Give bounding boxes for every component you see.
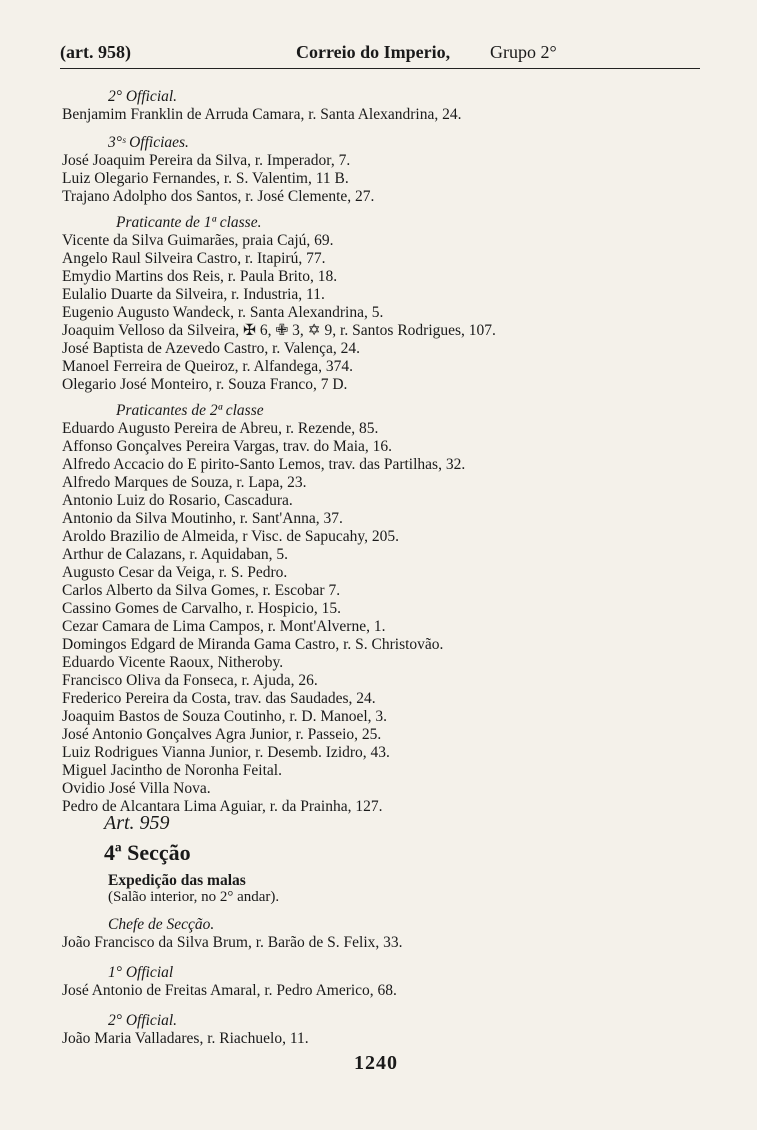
role-heading: Chefe de Secção.	[108, 916, 215, 933]
role-heading: 2° Official.	[108, 88, 178, 105]
header-article: (art. 958)	[60, 42, 131, 62]
directory-entry: Angelo Raul Silveira Castro, r. Itapirú, 77.	[62, 250, 326, 267]
section-article: Art. 959	[104, 812, 170, 834]
role-heading: 1° Official	[108, 964, 174, 981]
directory-entry: Affonso Gonçalves Pereira Vargas, trav. do Maia, 16.	[62, 438, 393, 455]
directory-entry: Augusto Cesar da Veiga, r. S. Pedro.	[62, 564, 288, 581]
directory-entry: Aroldo Brazilio de Almeida, r Visc. de Sapucahy, 205.	[62, 528, 399, 545]
directory-entry: Eugenio Augusto Wandeck, r. Santa Alexandrina, 5.	[62, 304, 384, 321]
directory-entry: Emydio Martins dos Reis, r. Paula Brito, 18.	[62, 268, 338, 285]
directory-entry: Miguel Jacintho de Noronha Feital.	[62, 762, 282, 779]
directory-entry: Manoel Ferreira de Queiroz, r. Alfandega, 374.	[62, 358, 353, 375]
directory-entry: Alfredo Marques de Souza, r. Lapa, 23.	[62, 474, 307, 491]
header-group: Grupo 2°	[490, 42, 557, 62]
directory-entry: Domingos Edgard de Miranda Gama Castro, r. S. Christovão.	[62, 636, 444, 653]
directory-entry: José Joaquim Pereira da Silva, r. Imperador, 7.	[62, 152, 351, 169]
directory-entry: José Antonio de Freitas Amaral, r. Pedro Americo, 68.	[62, 982, 397, 999]
directory-entry: Francisco Oliva da Fonseca, r. Ajuda, 26.	[62, 672, 318, 689]
role-heading: Praticantes de 2ª classe	[116, 402, 264, 419]
directory-entry: Ovidio José Villa Nova.	[62, 780, 211, 797]
section-title: 4ª Secção	[104, 840, 191, 865]
directory-entry: Olegario José Monteiro, r. Souza Franco, 7 D.	[62, 376, 348, 393]
directory-entry: Carlos Alberto da Silva Gomes, r. Escobar 7.	[62, 582, 341, 599]
directory-entry: Luiz Olegario Fernandes, r. S. Valentim, 11 B.	[62, 170, 349, 187]
section-note: (Salão interior, no 2° andar).	[108, 889, 280, 905]
directory-entry: Cezar Camara de Lima Campos, r. Mont'Alverne, 1.	[62, 618, 386, 635]
header-title: Correio do Imperio,	[296, 42, 451, 62]
directory-entry: Antonio da Silva Moutinho, r. Sant'Anna, 37.	[62, 510, 343, 527]
directory-entry: Vicente da Silva Guimarães, praia Cajú, 69.	[62, 232, 334, 249]
directory-entry: Eduardo Augusto Pereira de Abreu, r. Rezende, 85.	[62, 420, 379, 437]
directory-entry: Trajano Adolpho dos Santos, r. José Clemente, 27.	[62, 188, 375, 205]
directory-entry: José Baptista de Azevedo Castro, r. Valença, 24.	[62, 340, 361, 357]
directory-entry: João Francisco da Silva Brum, r. Barão de S. Felix, 33.	[62, 934, 403, 951]
directory-entry: Joaquim Velloso da Silveira, ✠ 6, ✙ 3, ✡ 9, r. Santos Rodrigues, 107.	[62, 322, 496, 339]
directory-entry: Eulalio Duarte da Silveira, r. Industria, 11.	[62, 286, 325, 303]
directory-entry: Arthur de Calazans, r. Aquidaban, 5.	[62, 546, 288, 563]
directory-entry: Luiz Rodrigues Vianna Junior, r. Desemb. Izidro, 43.	[62, 744, 390, 761]
role-heading: 3°ˢ Officiaes.	[108, 134, 189, 151]
directory-entry: José Antonio Gonçalves Agra Junior, r. Passeio, 25.	[62, 726, 382, 743]
directory-entry: João Maria Valladares, r. Riachuelo, 11.	[62, 1030, 309, 1047]
page-number: 1240	[354, 1052, 398, 1074]
directory-entry: Cassino Gomes de Carvalho, r. Hospicio, 15.	[62, 600, 341, 617]
page-header	[60, 38, 700, 69]
directory-entry: Benjamim Franklin de Arruda Camara, r. Santa Alexandrina, 24.	[62, 106, 462, 123]
directory-entry: Eduardo Vicente Raoux, Nitheroby.	[62, 654, 284, 671]
directory-entry: Joaquim Bastos de Souza Coutinho, r. D. Manoel, 3.	[62, 708, 388, 725]
directory-entry: Frederico Pereira da Costa, trav. das Saudades, 24.	[62, 690, 376, 707]
directory-entry: Pedro de Alcantara Lima Aguiar, r. da Prainha, 127.	[62, 798, 383, 815]
directory-entry: Antonio Luiz do Rosario, Cascadura.	[62, 492, 293, 509]
role-heading: 2° Official.	[108, 1012, 178, 1029]
role-heading: Praticante de 1ª classe.	[116, 214, 262, 231]
directory-entry: Alfredo Accacio do E pirito-Santo Lemos, trav. das Partilhas, 32.	[62, 456, 466, 473]
section-subtitle: Expedição das malas	[108, 872, 246, 889]
